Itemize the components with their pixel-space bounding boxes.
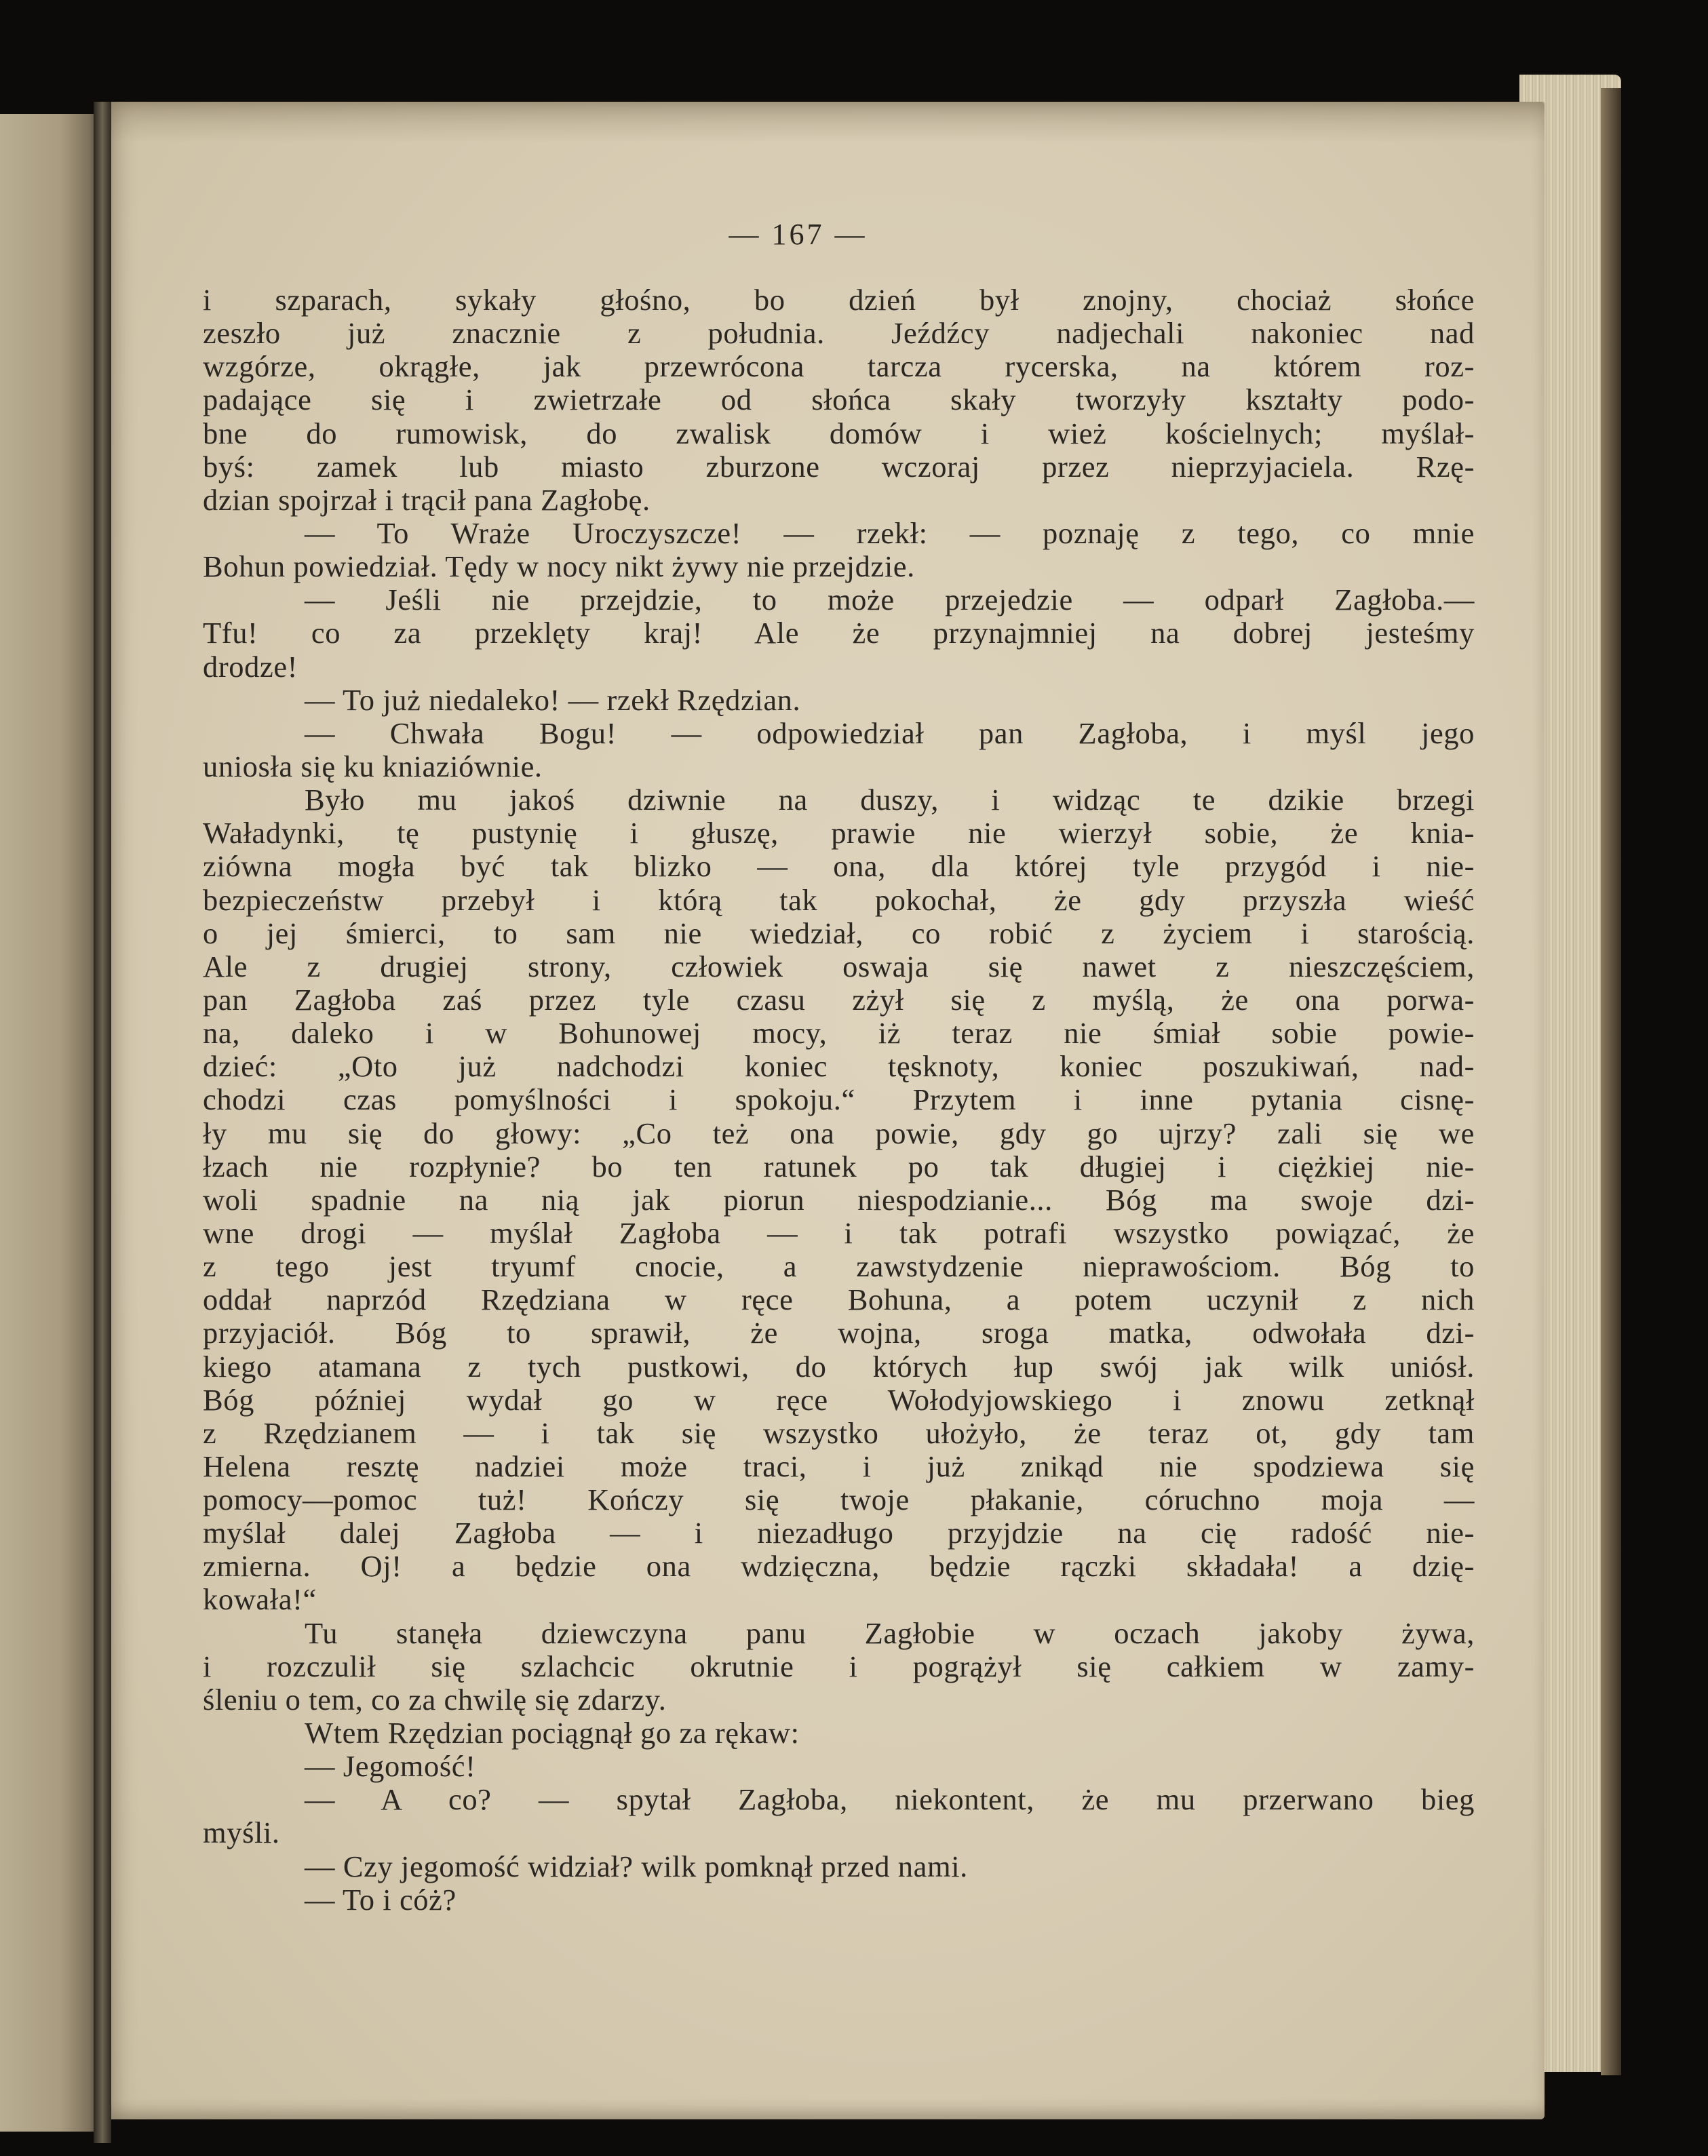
text-line: myślał dalej Zagłoba — i niezadługo przyjdzie na cię radość nie- [203,1516,1475,1550]
text-line: i szparach, sykały głośno, bo dzień był znojny, chociaż słońce [203,283,1475,317]
text-line: wzgórze, okrągłe, jak przewrócona tarcza rycerska, na którem roz- [203,349,1475,384]
text-line: Tfu! co za przeklęty kraj! Ale że przynajmniej na dobrej jesteśmy [203,616,1475,650]
text-line: — Chwała Bogu! — odpowiedział pan Zagłoba, i myśl jego [305,716,1475,750]
text-line: dzian spojrzał i trącił pana Zagłobę. [203,482,651,517]
text-line: o jej śmierci, to sam nie wiedział, co robić z życiem i starością. [203,916,1475,950]
text-line: Ale z drugiej strony, człowiek oswaja się nawet z nieszczęściem, [203,949,1475,983]
text-line: bne do rumowisk, do zwalisk domów i wież kościelnych; myślał- [203,416,1475,450]
text-line: chodzi czas pomyślności i spokoju.“ Przytem i inne pytania cisnę- [203,1082,1475,1117]
text-line: Tu stanęła dziewczyna panu Zagłobie w oczach jakoby żywa, [305,1615,1475,1650]
page-number: — 167 — [729,218,868,251]
book-cover-edge [1601,88,1621,2075]
text-line: padające się i zwietrzałe od słońca skały tworzyły kształty podo- [203,383,1475,417]
text-line: woli spadnie na nią jak piorun niespodzianie... Bóg ma swoje dzi- [203,1182,1475,1217]
text-line: bezpieczeństw przebył i którą tak pokochał, że gdy przyszła wieść [203,882,1475,917]
text-line: kowała!“ [203,1582,317,1617]
text-line: śleniu o tem, co za chwilę się zdarzy. [203,1682,667,1717]
text-line: uniosła się ku kniaziównie. [203,749,543,783]
text-line: na, daleko i w Bohunowej mocy, iż teraz nie śmiał sobie powie- [203,1016,1475,1051]
text-line: pomocy—pomoc tuż! Kończy się twoje płakanie, córuchno moja — [203,1483,1475,1517]
text-line: kiego atamana z tych pustkowi, do których łup swój jak wilk uniósł. [203,1349,1475,1384]
text-line: pan Zagłoba zaś przez tyle czasu zżył się z myślą, że ona porwa- [203,982,1475,1017]
text-line: Wtem Rzędzian pociągnął go za rękaw: [305,1716,800,1750]
text-line: oddał naprzód Rzędziana w ręce Bohuna, a potem uczynił z nich [203,1282,1475,1317]
text-line: i rozczulił się szlachcic okrutnie i pogrążył się całkiem w zamy- [203,1649,1475,1683]
text-line: wne drogi — myślał Zagłoba — i tak potrafi wszystko powiązać, że [203,1215,1475,1250]
text-line: — Jeśli nie przejdzie, to może przejedzie — odparł Zagłoba.— [305,583,1475,617]
text-line: myśli. [203,1816,280,1850]
text-line: przyjaciół. Bóg to sprawił, że wojna, sroga matka, odwołała dzi- [203,1316,1475,1350]
text-line: Waładynki, tę pustynię i głuszę, prawie nie wierzył sobie, że knia- [203,816,1475,850]
text-line: byś: zamek lub miasto zburzone wczoraj przez nieprzyjaciela. Rzę- [203,449,1475,484]
text-line: ły mu się do głowy: „Co też ona powie, gdy go ujrzy? zali się we [203,1116,1475,1150]
text-line: drodze! [203,649,298,684]
text-line: zmierna. Oj! a będzie ona wdzięczna, będzie rączki składała! a dzię- [203,1549,1475,1584]
text-line: Bohun powiedział. Tędy w nocy nikt żywy nie przejdzie. [203,549,915,584]
text-line: Helena resztę nadziei może traci, i już znikąd nie spodziewa się [203,1449,1475,1483]
text-line: — To i cóż? [305,1882,457,1917]
text-line: — Jegomość! [305,1749,476,1784]
text-line: z tego jest tryumf cnocie, a zawstydzenie nieprawościom. Bóg to [203,1249,1475,1284]
book-gutter [94,102,111,2143]
text-line: zeszło już znacznie z południa. Jeźdźcy nadjechali nakoniec nad [203,316,1475,351]
text-line: — A co? — spytał Zagłoba, niekontent, że mu przerwano bieg [305,1782,1475,1817]
text-line: dzieć: „Oto już nadchodzi koniec tęsknoty, koniec poszukiwań, nad- [203,1049,1475,1084]
book-page [103,102,1545,2119]
page-text [203,283,1475,1917]
text-line: — Czy jegomość widział? wilk pomknął przed nami. [305,1849,968,1883]
text-line: — To Wraże Uroczyszcze! — rzekł: — poznaję z tego, co mnie [305,515,1475,550]
text-line: — To już niedaleko! — rzekł Rzędzian. [305,682,801,717]
text-line: z Rzędzianem — i tak się wszystko ułożyło, że teraz ot, gdy tam [203,1415,1475,1450]
page-shadow [103,102,1545,142]
text-line: ziówna mogła być tak blizko — ona, dla której tyle przygód i nie- [203,849,1475,884]
text-line: Było mu jakoś dziwnie na duszy, i widząc te dzikie brzegi [305,783,1475,817]
previous-page-edge [0,114,102,2132]
text-line: Bóg później wydał go w ręce Wołodyjowskiego i znowu zetknął [203,1382,1475,1417]
text-line: łzach nie rozpłynie? bo ten ratunek po tak długiej i ciężkiej nie- [203,1149,1475,1183]
